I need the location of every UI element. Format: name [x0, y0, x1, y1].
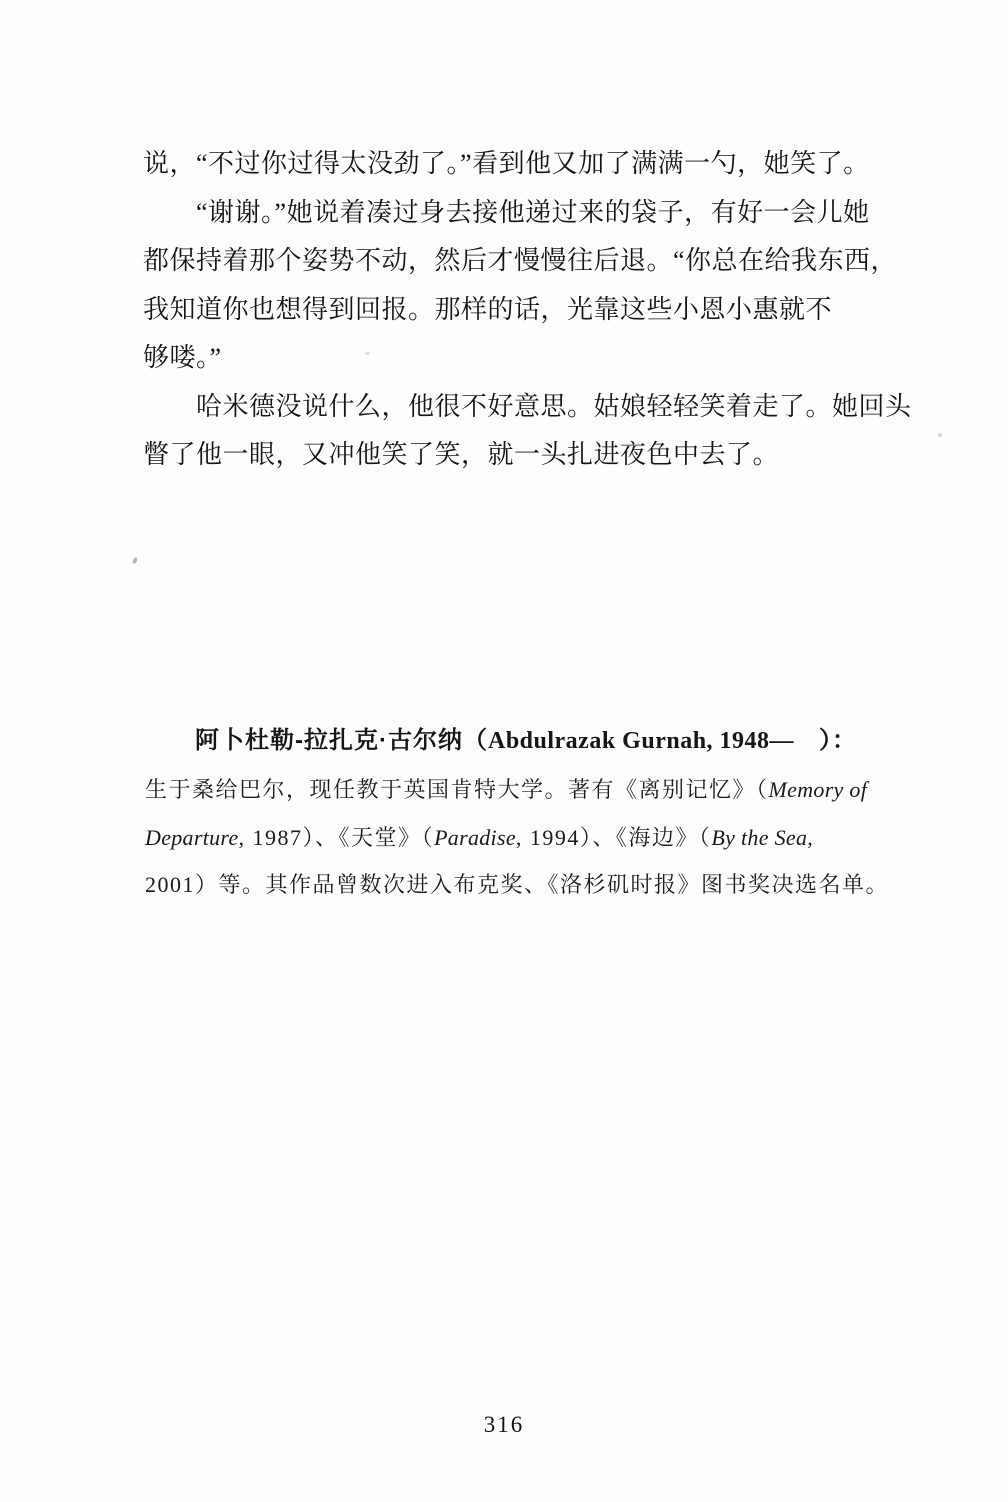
bio-line	[145, 766, 875, 814]
text-segment: Departure	[145, 824, 239, 850]
text-segment: 阿卜杜勒-拉扎克·古尔纳（	[195, 727, 488, 754]
scan-speckle	[938, 433, 942, 437]
text-line: 说，“不过你过得太没劲了。”看到他又加了满满一勺，她笑了。	[143, 149, 870, 178]
text-segment: Paradise	[434, 824, 516, 850]
bio-line	[145, 814, 875, 862]
bio-line	[145, 861, 890, 909]
author-bio-heading	[145, 716, 875, 766]
text-segment: , 1987）、《天堂》（	[238, 824, 435, 850]
text-line: “谢谢。”她说着凑过身去接他递过来的袋子，有好一会儿她	[196, 197, 870, 227]
page-number: 316	[483, 1412, 525, 1437]
text-segment: Memory of	[768, 777, 868, 802]
text-segment: ,	[807, 824, 815, 850]
text-line: 我知道你也想得到回报。那样的话，光靠这些小恩小惠就不	[143, 294, 833, 324]
text-segment: 2001）等。其作品曾数次进入布克奖、《洛杉矶时报》图书奖决选名单。	[145, 872, 890, 897]
text-line: 够喽。”	[143, 343, 222, 372]
text-line: 瞥了他一眼，又冲他笑了笑，就一头扎进夜色中去了。	[143, 440, 780, 469]
author-bio-block	[145, 716, 890, 909]
text-line: 都保持着那个姿势不动，然后才慢慢往后退。“你总在给我东西，	[143, 246, 898, 275]
text-line: 哈米德没说什么，他很不好意思。姑娘轻轻笑着走了。她回头	[196, 391, 912, 421]
text-segment: Abdulrazak Gurnah, 1948—	[487, 728, 795, 754]
text-segment: 生于桑给巴尔，现任教于英国肯特大学。著有《离别记忆》（	[145, 777, 769, 802]
main-text-block	[143, 140, 912, 480]
text-segment: ）：	[794, 727, 858, 754]
scan-speckle	[132, 556, 139, 564]
author-bio-body	[145, 766, 890, 909]
scan-speckle	[365, 352, 370, 355]
text-segment: By the Sea	[711, 824, 808, 850]
text-segment: , 1994）、《海边》（	[515, 824, 712, 850]
